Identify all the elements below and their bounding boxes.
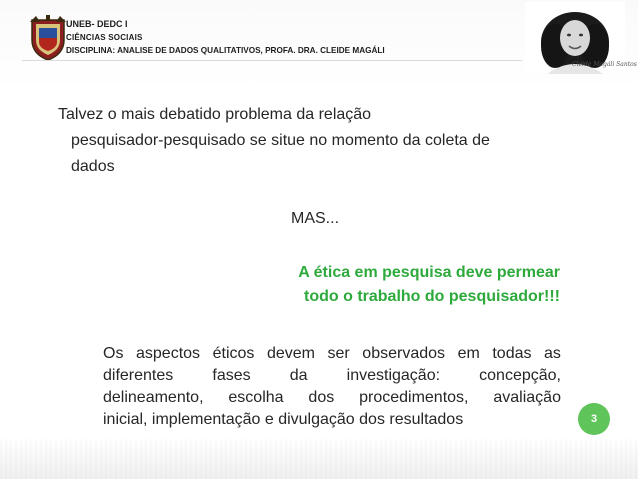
- page-number-badge: 3: [578, 403, 610, 435]
- mas-heading: MAS...: [291, 210, 340, 227]
- word: procedimentos,: [359, 389, 469, 406]
- word: avaliação: [493, 389, 561, 406]
- word: diferentes: [103, 367, 174, 384]
- footer-band: [0, 439, 638, 479]
- header-text: [66, 18, 486, 57]
- word: inicial, implementação e divulgação dos resultados: [103, 411, 464, 428]
- word: devem: [266, 345, 315, 362]
- intro-paragraph: [58, 102, 558, 180]
- word: observados: [362, 345, 446, 362]
- university-crest-icon: [28, 14, 68, 62]
- word: todas: [492, 345, 532, 362]
- word: fases: [212, 367, 251, 384]
- text-line: [103, 409, 561, 431]
- text-line: Talvez o mais debatido problema da relação: [58, 106, 372, 123]
- word: aspectos: [136, 345, 201, 362]
- word: escolha: [228, 389, 284, 406]
- department-name: CIÊNCIAS SOCIAIS: [66, 33, 143, 42]
- ethics-paragraph: [103, 343, 561, 431]
- word: delineamento,: [103, 389, 204, 406]
- word: éticos: [212, 345, 255, 362]
- word: as: [544, 345, 561, 362]
- text-line: [103, 365, 561, 387]
- word: Os: [103, 345, 124, 362]
- text-line: pesquisador-pesquisado se situe no momento da coleta de: [71, 132, 490, 149]
- highlight-line: A ética em pesquisa deve permear: [298, 264, 560, 281]
- word: investigação:: [346, 367, 441, 384]
- highlight-line: todo o trabalho do pesquisador!!!: [304, 288, 560, 305]
- header-divider: [22, 60, 522, 61]
- photo-signature: Cleide Magáli Santos: [572, 61, 637, 68]
- word: dos: [308, 389, 335, 406]
- word: da: [289, 367, 308, 384]
- word: concepção,: [479, 367, 561, 384]
- course-line: DISCIPLINA: ANALISE DE DADOS QUALITATIVOS, PROFA. DRA. CLEIDE MAGÁLI: [66, 46, 385, 55]
- ethics-highlight: [240, 261, 560, 309]
- institution-name: UNEB- DEDC I: [66, 19, 128, 29]
- text-line: [103, 387, 561, 409]
- word: em: [457, 345, 480, 362]
- word: ser: [327, 345, 350, 362]
- text-line: dados: [71, 158, 115, 175]
- text-line: [103, 343, 561, 365]
